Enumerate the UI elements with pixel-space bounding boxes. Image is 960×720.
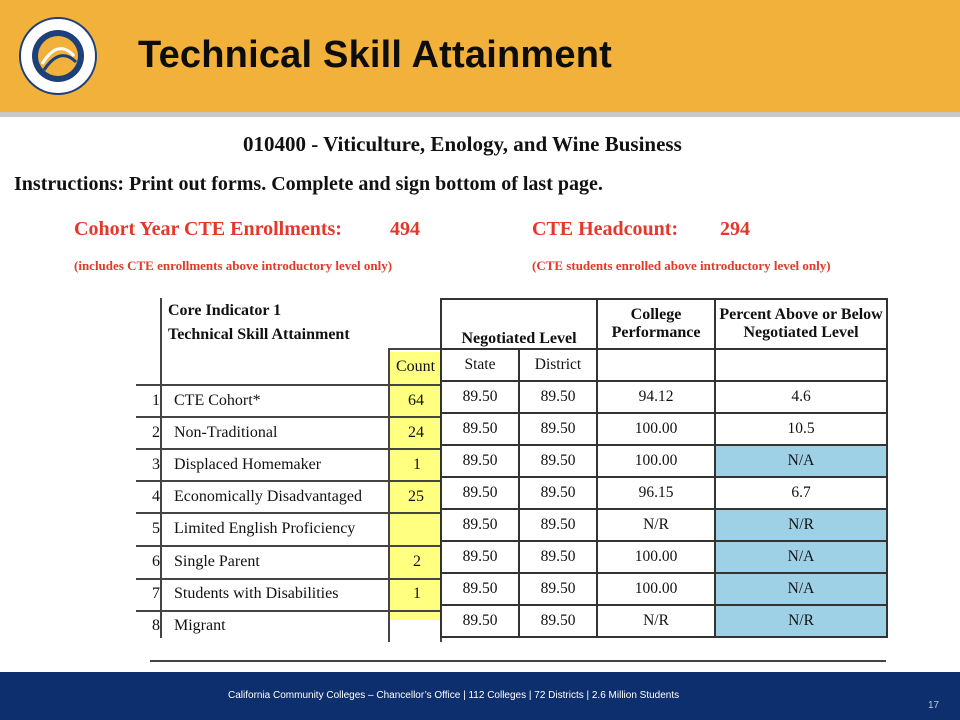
- row-count: 24: [408, 424, 424, 441]
- table-row: [441, 413, 887, 445]
- negotiated-level-header: Negotiated Level: [441, 299, 597, 349]
- table-row: [441, 381, 887, 413]
- percent-value: N/A: [715, 541, 887, 573]
- district-value: 89.50: [519, 541, 597, 573]
- district-value: 89.50: [519, 413, 597, 445]
- district-value: 89.50: [519, 573, 597, 605]
- row-line: [136, 545, 442, 547]
- row-number: 3: [152, 456, 160, 473]
- enrollments-note: (includes CTE enrollments above introductory level only): [74, 258, 393, 273]
- row-label: Non-Traditional: [174, 424, 278, 441]
- table-left-border: [160, 298, 162, 638]
- row-label: Displaced Homemaker: [174, 456, 322, 473]
- table-row: [441, 541, 887, 573]
- table-row: [441, 509, 887, 541]
- row-label: Students with Disabilities: [174, 585, 339, 602]
- row-count: 2: [413, 553, 421, 570]
- row-label: CTE Cohort*: [174, 392, 261, 409]
- percent-value: N/R: [715, 509, 887, 541]
- state-value: 89.50: [441, 541, 519, 573]
- row-number: 2: [152, 424, 160, 441]
- district-value: 89.50: [519, 445, 597, 477]
- instructions-text: Instructions: Print out forms. Complete and sign bottom of last page.: [14, 173, 603, 195]
- row-label: Economically Disadvantaged: [174, 488, 362, 505]
- row-number: 1: [152, 392, 160, 409]
- header-divider: [0, 112, 960, 117]
- enrollments-value: 494: [390, 218, 420, 240]
- headcount-label: CTE Headcount:: [532, 218, 679, 240]
- core-indicator-heading: Core Indicator 1: [168, 302, 282, 319]
- percent-header: Percent Above or Below Negotiated Level: [715, 299, 887, 349]
- college-value: 100.00: [597, 573, 715, 605]
- enrollments-label: Cohort Year CTE Enrollments:: [74, 218, 342, 240]
- college-value: 96.15: [597, 477, 715, 509]
- district-value: 89.50: [519, 509, 597, 541]
- page-number: 17: [928, 700, 940, 711]
- table-row: [441, 573, 887, 605]
- count-column-border: [388, 350, 390, 642]
- row-number: 7: [152, 585, 160, 602]
- count-header-line: [388, 348, 442, 350]
- row-line: [136, 578, 442, 580]
- state-value: 89.50: [441, 509, 519, 541]
- state-header: State: [441, 349, 519, 381]
- slide-title: Technical Skill Attainment: [138, 34, 612, 76]
- row-line: [136, 416, 442, 418]
- row-number: 8: [152, 617, 160, 634]
- table-bottom-line: [150, 660, 886, 662]
- college-performance-header: College Performance: [597, 299, 715, 349]
- empty-cell: [597, 349, 715, 381]
- row-line: [136, 448, 442, 450]
- row-number: 5: [152, 520, 160, 537]
- state-value: 89.50: [441, 413, 519, 445]
- state-value: 89.50: [441, 445, 519, 477]
- percent-value: N/A: [715, 573, 887, 605]
- percent-value: 4.6: [715, 381, 887, 413]
- headcount-value: 294: [720, 218, 750, 240]
- state-value: 89.50: [441, 477, 519, 509]
- row-number: 4: [152, 488, 160, 505]
- college-value: N/R: [597, 605, 715, 637]
- california-community-colleges-logo: [18, 16, 98, 96]
- row-count: 1: [413, 456, 421, 473]
- table-row: [441, 445, 887, 477]
- row-line: [136, 610, 442, 612]
- performance-table: [440, 298, 888, 638]
- row-line: [136, 480, 442, 482]
- state-value: 89.50: [441, 381, 519, 413]
- district-value: 89.50: [519, 477, 597, 509]
- table-row: [441, 605, 887, 637]
- row-count: 25: [408, 488, 424, 505]
- program-title: 010400 - Viticulture, Enology, and Wine Business: [243, 132, 682, 156]
- percent-value: 10.5: [715, 413, 887, 445]
- state-value: 89.50: [441, 605, 519, 637]
- percent-value: N/R: [715, 605, 887, 637]
- district-value: 89.50: [519, 605, 597, 637]
- state-value: 89.50: [441, 573, 519, 605]
- row-label: Migrant: [174, 617, 226, 634]
- district-header: District: [519, 349, 597, 381]
- row-line: [136, 384, 442, 386]
- row-count: 1: [413, 585, 421, 602]
- percent-value: 6.7: [715, 477, 887, 509]
- district-value: 89.50: [519, 381, 597, 413]
- row-count: 64: [408, 392, 424, 409]
- row-number: 6: [152, 553, 160, 570]
- empty-cell: [715, 349, 887, 381]
- college-value: 100.00: [597, 413, 715, 445]
- row-label: Limited English Proficiency: [174, 520, 356, 537]
- percent-value: N/A: [715, 445, 887, 477]
- college-value: 100.00: [597, 445, 715, 477]
- footer-text: California Community Colleges – Chancellor’s Office | 112 Colleges | 72 Districts | 2.6 Million Students: [228, 690, 680, 701]
- college-value: 100.00: [597, 541, 715, 573]
- technical-skill-heading: Technical Skill Attainment: [168, 326, 350, 343]
- table-row: [441, 477, 887, 509]
- headcount-note: (CTE students enrolled above introductory level only): [532, 258, 831, 273]
- college-value: N/R: [597, 509, 715, 541]
- row-line: [136, 512, 442, 514]
- row-label: Single Parent: [174, 553, 260, 570]
- count-column-header: Count: [396, 358, 436, 375]
- college-value: 94.12: [597, 381, 715, 413]
